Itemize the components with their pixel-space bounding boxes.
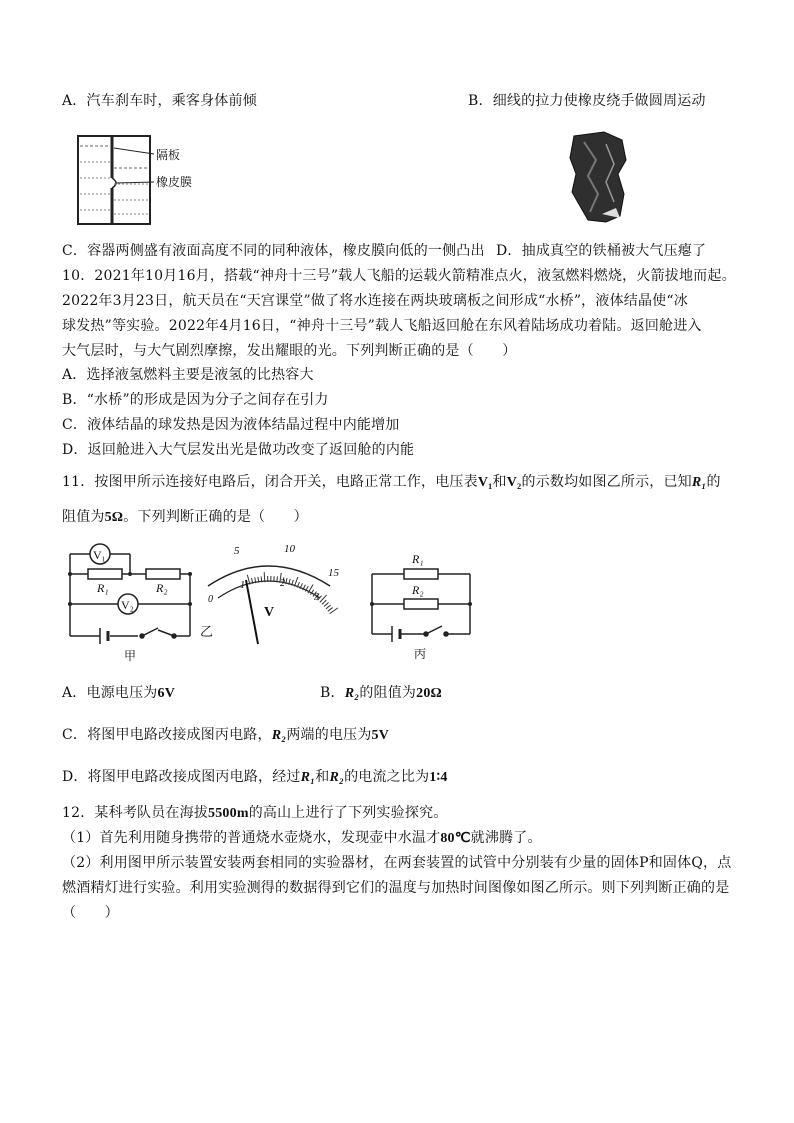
yi-tick-upper-15: 15	[328, 567, 339, 579]
bing-r2-label: R₂	[412, 583, 424, 597]
jia-caption: 甲	[124, 649, 137, 663]
jia-v2-label: V₂	[121, 598, 134, 612]
q11-fig-bing-circuit	[366, 548, 478, 660]
q10-option-c: C．液体结晶的球发热是因为液体结晶过程中内能增加	[62, 417, 400, 433]
q9-option-a: A．汽车刹车时，乘客身体前倾	[62, 93, 257, 109]
q11-option-b: B．R₂的阻值为20Ω	[320, 685, 442, 701]
yi-tick-upper-10: 10	[284, 543, 295, 555]
partition-label: 隔板	[156, 148, 181, 162]
jia-v1-label: V₁	[93, 548, 106, 562]
dial-tick	[326, 605, 331, 609]
q12-stem-line-4: 燃酒精灯进行实验。利用实验测得的数据得到它们的温度与加热时间图像如图乙所示。则下列判断正确的是	[62, 880, 730, 896]
dial-tick	[324, 603, 328, 607]
q12-stem-line-5: （ ）	[62, 905, 119, 921]
bing-caption: 丙	[414, 647, 427, 661]
q9-fig-d-crushed-bucket	[566, 130, 630, 224]
dial-tick	[322, 600, 326, 604]
q9-option-c: C．容器两侧盛有液面高度不同的同种液体，橡皮膜向低的一侧凸出	[62, 243, 485, 259]
q11-option-d: D．将图甲电路改接成图丙电路，经过R₁和R₂的电流之比为1∶4	[62, 769, 448, 785]
q11-stem-line-1: 11．按图甲所示连接好电路后，闭合开关，电路正常工作，电压表V₁和V₂的示数均如图乙所示，已知R₁的	[62, 474, 721, 490]
q12-stem-line-1: 12．某科考队员在海拔5500m的高山上进行了下列实验探究。	[62, 805, 448, 821]
yi-tick-lower-2: 2	[280, 578, 285, 589]
yi-tick-lower-0: 0	[208, 594, 213, 605]
q10-stem-line-4: 大气层时，与大气剧烈摩擦，发出耀眼的光。下列判断正确的是（ ）	[62, 343, 517, 359]
dial-tick	[294, 577, 297, 586]
dial-tick	[277, 576, 278, 582]
membrane-label: 橡皮膜	[156, 175, 193, 189]
q11-fig-yi-voltmeter	[196, 543, 346, 646]
q9-fig-c-container	[74, 132, 204, 230]
q10-stem-line-2: 2022年3月23日，航天员在“天宫课堂”做了将水连接在两块玻璃板之间形成“水桥”，液体结晶使“冰	[62, 293, 688, 309]
q11-stem-line-2: 阻值为5Ω。下列判断正确的是（ ）	[62, 509, 308, 525]
yi-unit-v: V	[264, 605, 275, 620]
dial-tick	[328, 608, 333, 612]
bing-r1-label: R₁	[412, 552, 424, 566]
q10-stem-line-3: 球发热”等实验。2022年4月16日，“神舟十三号”载人飞船返回舱在东风着陆场成功着陆。返回舱进入	[62, 318, 702, 334]
q11-fig-jia-circuit	[66, 540, 208, 662]
dial-tick	[261, 576, 262, 582]
q12-stem-line-3: （2）利用图甲所示装置安装两套相同的实验器材，在两套装置的试管中分别装有少量的固体P和固体Q，点	[62, 855, 732, 871]
yi-tick-lower-3: 3	[314, 592, 319, 603]
q10-option-a: A．选择液氢燃料主要是液氢的比热容大	[62, 367, 314, 383]
q11-option-a: A．电源电压为6V	[62, 685, 176, 701]
voltmeter-pointer	[246, 580, 258, 644]
q12-stem-line-2: （1）首先利用随身携带的普通烧水壶烧水，发现壶中水温才80℃就沸腾了。	[62, 830, 542, 846]
q10-stem-line-1: 10．2021年10月16月，搭载“神舟十三号”载人飞船的运载火箭精准点火，液氢燃料燃烧，火箭拔地而起。	[62, 268, 736, 284]
yi-tick-lower-1: 1	[240, 580, 245, 591]
yi-tick-upper-5: 5	[234, 545, 240, 557]
q10-option-b: B．“水桥”的形成是因为分子之间存在引力	[62, 392, 329, 408]
yi-caption: 乙	[200, 624, 214, 639]
q9-option-d: D．抽成真空的铁桶被大气压瘪了	[496, 243, 707, 259]
q10-option-d: D．返回舱进入大气层发出光是做功改变了返回舱的内能	[62, 442, 415, 458]
jia-r2-label: R₂	[156, 581, 168, 595]
q9-option-b: B．细线的拉力使橡皮绕手做圆周运动	[468, 93, 706, 109]
q11-option-c: C．将图甲电路改接成图丙电路，R₂两端的电压为5V	[62, 727, 390, 743]
jia-r1-label: R₁	[97, 581, 109, 595]
dial-tick	[264, 572, 265, 582]
